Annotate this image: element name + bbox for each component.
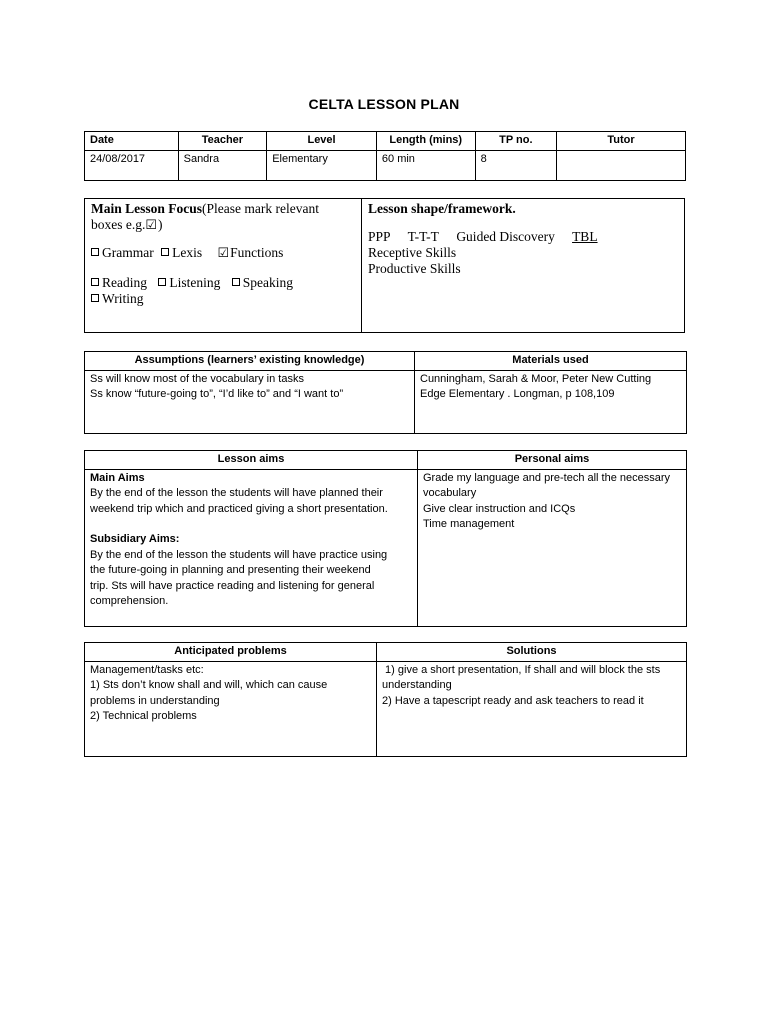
tutor-value [557, 150, 686, 180]
assumptions-table [84, 351, 687, 434]
main-aims-line: By the end of the lesson the students will have planned their [90, 487, 383, 499]
solutions-header: Solutions [377, 643, 687, 662]
shape-receptive-skills: Receptive Skills [368, 245, 457, 260]
problem-line: problems in understanding [90, 694, 220, 707]
column-header-tp-no: TP no. [475, 132, 557, 151]
assumption-line: Ss will know most of the vocabulary in tasks [90, 372, 304, 385]
length-value: 60 min [376, 150, 475, 180]
focus-heading-note-2: boxes e.g. [91, 217, 146, 232]
materials-line: Edge Elementary . Longman, p 108,109 [420, 388, 615, 400]
problems-table [84, 642, 687, 757]
column-header-tutor: Tutor [557, 132, 686, 151]
writing-checkbox-icon [91, 294, 99, 302]
anticipated-problems-header: Anticipated problems [85, 643, 377, 662]
lexis-label: Lexis [172, 245, 203, 260]
listening-label: Listening [169, 275, 221, 290]
shape-option-ppp: PPP [368, 229, 391, 244]
personal-aim-line: Grade my language and pre-tech all the necessary [423, 471, 671, 484]
main-lesson-focus [85, 199, 362, 332]
writing-label: Writing [102, 291, 144, 306]
focus-heading: Main Lesson Focus [91, 201, 203, 216]
grammar-label: Grammar [102, 245, 154, 260]
lesson-details-table [84, 131, 686, 181]
assumptions-header: Assumptions (learners’ existing knowledge) [85, 352, 415, 371]
materials-header: Materials used [415, 352, 687, 371]
problem-line: 2) Technical problems [90, 710, 197, 722]
assumption-line: Ss know “future-going to”, “I’d like to” and “I want to” [90, 388, 344, 400]
personal-aims-cell [418, 469, 687, 626]
focus-heading-note: (Please mark relevant [202, 201, 319, 216]
focus-heading-note-end: ) [158, 217, 163, 232]
personal-aim-line: Give clear instruction and ICQs [423, 502, 576, 515]
reading-label: Reading [102, 275, 147, 290]
aims-table [84, 450, 687, 627]
personal-aim-line: Time management [423, 518, 515, 530]
subsidiary-aims-line: the future-going in planning and presenting their weekend [90, 564, 371, 576]
tp-no-value: 8 [475, 150, 557, 180]
shape-productive-skills: Productive Skills [368, 261, 461, 276]
shape-option-tbl: TBL [572, 229, 598, 244]
shape-option-guided-discovery: Guided Discovery [456, 229, 555, 244]
document-title: CELTA LESSON PLAN [308, 96, 460, 112]
lesson-shape [362, 199, 684, 332]
problems-cell [85, 661, 377, 756]
column-header-date: Date [85, 132, 179, 151]
shape-option-ttt: T-T-T [407, 229, 439, 244]
subsidiary-aims-line: By the end of the lesson the students will have practice using [90, 548, 388, 561]
listening-checkbox-icon [158, 278, 166, 286]
speaking-checkbox-icon [232, 278, 240, 286]
lesson-aims-cell [85, 469, 418, 626]
functions-label: Functions [230, 245, 284, 260]
main-aims-line: weekend trip which and practiced giving a short presentation. [90, 502, 388, 515]
solution-line: understanding [382, 679, 452, 691]
checked-box-example-icon: ☑ [145, 217, 158, 232]
main-aims-label: Main Aims [90, 471, 145, 484]
problem-line: 1) Sts don’t know shall and will, which can cause [90, 679, 328, 691]
column-header-teacher: Teacher [178, 132, 267, 151]
column-header-level: Level [267, 132, 377, 151]
grammar-checkbox-icon [91, 248, 99, 256]
subsidiary-aims-label: Subsidiary Aims: [90, 533, 180, 545]
solution-line: 1) give a short presentation, If shall and will block the sts [382, 663, 661, 676]
functions-checked-icon: ☑ [217, 245, 230, 260]
speaking-label: Speaking [242, 275, 293, 290]
problem-line: Management/tasks etc: [90, 663, 204, 676]
solutions-cell [377, 661, 687, 756]
column-header-length: Length (mins) [376, 132, 475, 151]
date-value: 24/08/2017 [85, 150, 179, 180]
lesson-focus-box [84, 198, 685, 333]
materials-cell [415, 370, 687, 433]
solution-line: 2) Have a tapescript ready and ask teachers to read it [382, 694, 644, 707]
shape-heading: Lesson shape/framework. [368, 201, 516, 216]
lesson-aims-header: Lesson aims [85, 451, 418, 470]
subsidiary-aims-line: trip. Sts will have practice reading and listening for general [90, 579, 375, 592]
assumptions-cell [85, 370, 415, 433]
personal-aims-header: Personal aims [418, 451, 687, 470]
subsidiary-aims-line: comprehension. [90, 595, 169, 607]
reading-checkbox-icon [91, 278, 99, 286]
level-value: Elementary [267, 150, 377, 180]
personal-aim-line: vocabulary [423, 487, 477, 499]
lexis-checkbox-icon [161, 248, 169, 256]
teacher-value: Sandra [178, 150, 267, 180]
materials-line: Cunningham, Sarah & Moor, Peter New Cutting [420, 372, 652, 385]
